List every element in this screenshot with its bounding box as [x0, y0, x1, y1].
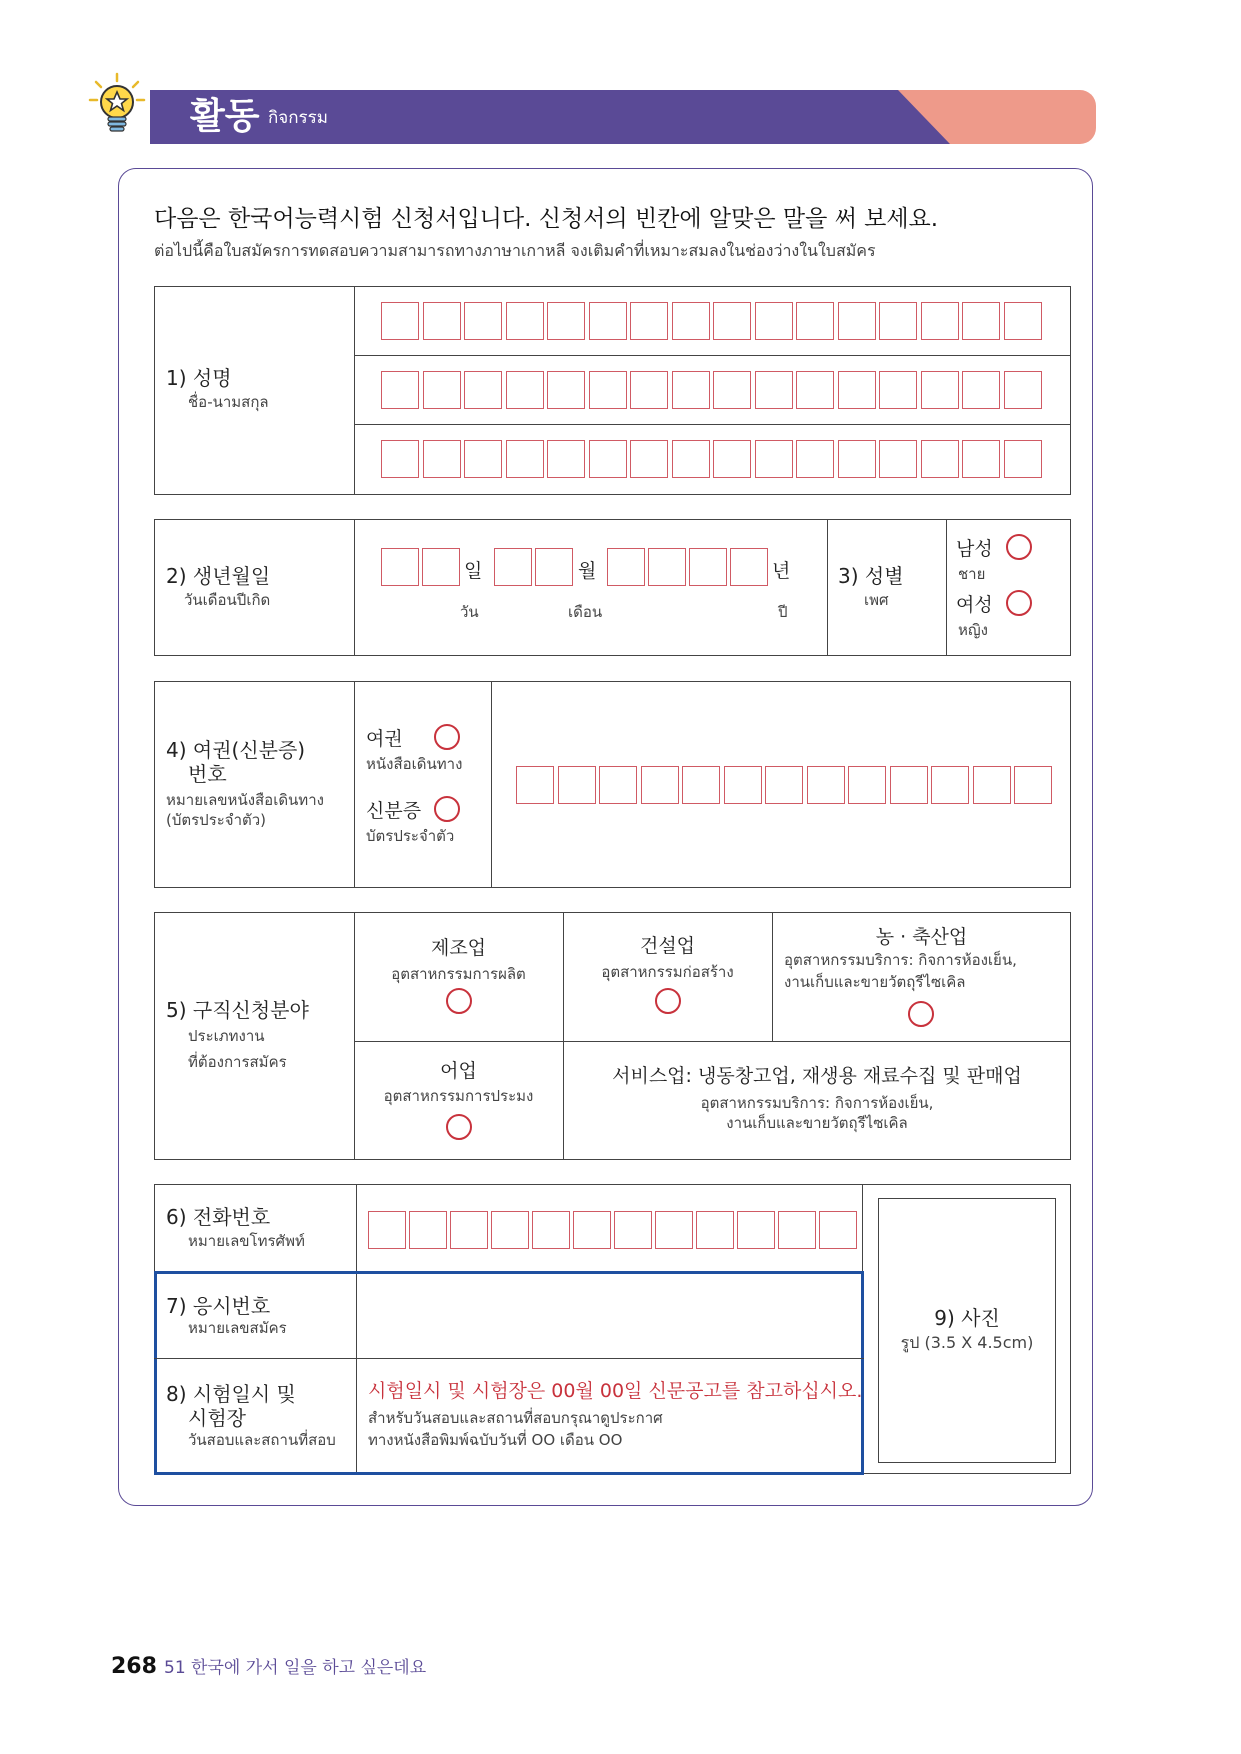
name-char-box[interactable] [962, 440, 1000, 478]
female-label: 여성 [956, 594, 993, 616]
passport-char-box[interactable] [848, 766, 886, 804]
name-char-box[interactable] [921, 440, 959, 478]
name-char-box[interactable] [921, 371, 959, 409]
manufacturing-label: 제조업 [430, 937, 487, 959]
name-char-box[interactable] [879, 302, 917, 340]
name-char-box[interactable] [464, 302, 502, 340]
day-digit-box[interactable] [422, 548, 460, 586]
name-char-box[interactable] [423, 302, 461, 340]
name-char-box[interactable] [672, 440, 710, 478]
job-field-label-th-2: ที่ต้องการสมัคร [188, 1053, 287, 1071]
exam-place-label: 8) 시험일시 및 [166, 1382, 296, 1406]
passport-option: 여권 [366, 728, 403, 750]
passport-char-box[interactable] [516, 766, 554, 804]
year-digit-box[interactable] [730, 548, 768, 586]
gender-label: 3) 성별 [838, 564, 904, 588]
name-char-box[interactable] [755, 302, 793, 340]
fishery-radio[interactable] [446, 1114, 472, 1140]
name-char-box[interactable] [796, 302, 834, 340]
agriculture-label: 농 · 축산업 [875, 926, 968, 948]
year-digit-box[interactable] [689, 548, 727, 586]
name-char-box[interactable] [506, 440, 544, 478]
phone-digit-box[interactable] [409, 1211, 447, 1249]
name-char-box[interactable] [755, 440, 793, 478]
fishery-label-th: อุตสาหกรรมการประมง [383, 1087, 534, 1105]
passport-char-box[interactable] [973, 766, 1011, 804]
name-char-box[interactable] [838, 371, 876, 409]
name-char-box[interactable] [672, 302, 710, 340]
name-char-box[interactable] [547, 302, 585, 340]
name-char-box[interactable] [589, 302, 627, 340]
name-char-box[interactable] [796, 440, 834, 478]
page-number: 268 [111, 1654, 157, 1679]
phone-digit-box[interactable] [655, 1211, 693, 1249]
name-char-box[interactable] [1004, 440, 1042, 478]
day-label: 일 [464, 560, 483, 582]
name-char-box[interactable] [381, 302, 419, 340]
female-label-th: หญิง [958, 621, 988, 639]
name-char-box[interactable] [423, 371, 461, 409]
day-digit-box[interactable] [381, 548, 419, 586]
agriculture-radio[interactable] [908, 1001, 934, 1027]
day-label-th: วัน [460, 603, 479, 621]
passport-radio[interactable] [434, 724, 460, 750]
name-char-box[interactable] [547, 440, 585, 478]
exam-number-label-th: หมายเลขสมัคร [188, 1319, 287, 1337]
passport-char-box[interactable] [807, 766, 845, 804]
gender-label-th: เพศ [864, 591, 889, 609]
phone-digit-box[interactable] [819, 1211, 857, 1249]
name-char-box[interactable] [796, 371, 834, 409]
name-char-box[interactable] [713, 302, 751, 340]
header-subtitle: กิจกรรม [268, 108, 329, 128]
year-label-th: ปี [778, 603, 788, 621]
name-char-box[interactable] [921, 302, 959, 340]
passport-char-box[interactable] [765, 766, 803, 804]
phone-digit-box[interactable] [368, 1211, 406, 1249]
name-char-box[interactable] [423, 440, 461, 478]
month-digit-box[interactable] [494, 548, 532, 586]
name-char-box[interactable] [838, 440, 876, 478]
name-char-box[interactable] [962, 371, 1000, 409]
year-digit-box[interactable] [607, 548, 645, 586]
name-char-box[interactable] [713, 371, 751, 409]
name-char-box[interactable] [464, 371, 502, 409]
male-label-th: ชาย [958, 565, 986, 583]
job-field-label-th: ประเภทงาน [188, 1027, 265, 1045]
id-card-option: 신분증 [366, 800, 422, 822]
exam-number-label: 7) 응시번호 [166, 1294, 271, 1318]
phone-digit-box[interactable] [614, 1211, 652, 1249]
passport-char-box[interactable] [890, 766, 928, 804]
passport-label: 4) 여권(신분증) [166, 738, 306, 762]
passport-char-box[interactable] [931, 766, 969, 804]
name-char-box[interactable] [464, 440, 502, 478]
name-char-box[interactable] [630, 371, 668, 409]
construction-label-th: อุตสาหกรรมก่อสร้าง [601, 963, 734, 981]
phone-digit-box[interactable] [778, 1211, 816, 1249]
name-char-box[interactable] [962, 302, 1000, 340]
name-char-box[interactable] [838, 302, 876, 340]
passport-label-th-2: (บัตรประจำตัว) [166, 811, 267, 829]
name-char-box[interactable] [713, 440, 751, 478]
job-field-label: 5) 구직신청분야 [166, 998, 309, 1022]
year-label: 년 [772, 560, 791, 582]
name-char-box[interactable] [672, 371, 710, 409]
phone-label-th: หมายเลขโทรศัพท์ [188, 1232, 305, 1250]
exam-place-label-th: วันสอบและสถานที่สอบ [188, 1431, 336, 1449]
name-char-box[interactable] [1004, 371, 1042, 409]
photo-label-th: รูป (3.5 X 4.5cm) [900, 1333, 1034, 1352]
id-card-radio[interactable] [434, 796, 460, 822]
birth-label-th: วันเดือนปีเกิด [184, 591, 271, 609]
month-label: 월 [578, 560, 597, 582]
exam-number-input[interactable] [358, 1273, 860, 1357]
name-char-box[interactable] [879, 371, 917, 409]
exam-notice-th-2: ทางหนังสือพิมพ์ฉบับวันที่ OO เดือน OO [368, 1431, 623, 1449]
phone-digit-box[interactable] [696, 1211, 734, 1249]
instruction-ko: 다음은 한국어능력시험 신청서입니다. 신청서의 빈칸에 알맞은 말을 써 보세요. [154, 206, 939, 232]
name-char-box[interactable] [630, 302, 668, 340]
manufacturing-radio[interactable] [446, 988, 472, 1014]
female-radio[interactable] [1006, 590, 1032, 616]
month-label-th: เดือน [568, 603, 603, 621]
name-char-box[interactable] [506, 371, 544, 409]
passport-label-2: 번호 [188, 762, 227, 786]
agriculture-label-th: อุตสาหกรรมบริการ: กิจการห้องเย็น, [784, 951, 1017, 969]
year-digit-box[interactable] [648, 548, 686, 586]
birth-gender-table [154, 519, 1071, 656]
passport-char-box[interactable] [1014, 766, 1052, 804]
exam-notice-th: สำหรับวันสอบและสถานที่สอบกรุณาดูประกาศ [368, 1409, 663, 1427]
id-card-option-th: บัตรประจำตัว [366, 827, 455, 845]
header-title: 활동 [190, 96, 260, 137]
exam-place-label-2: 시험장 [188, 1406, 246, 1430]
name-char-box[interactable] [755, 371, 793, 409]
exam-notice: 시험일시 및 시험장은 00월 00일 신문공고를 참고하십시오. [368, 1380, 863, 1402]
phone-digit-box[interactable] [491, 1211, 529, 1249]
service-label-th: อุตสาหกรรมบริการ: กิจการห้องเย็น, [700, 1094, 934, 1112]
passport-char-box[interactable] [682, 766, 720, 804]
fishery-label: 어업 [440, 1060, 477, 1082]
male-label: 남성 [956, 538, 993, 560]
construction-radio[interactable] [655, 988, 681, 1014]
phone-digit-box[interactable] [450, 1211, 488, 1249]
construction-label: 건설업 [639, 935, 696, 957]
phone-digit-box[interactable] [573, 1211, 611, 1249]
passport-char-box[interactable] [558, 766, 596, 804]
service-label-th-2: งานเก็บและขายวัตถุรีไซเคิล [726, 1114, 908, 1132]
lightbulb-star-icon [88, 72, 148, 134]
passport-char-box[interactable] [724, 766, 762, 804]
name-label-th: ชื่อ-นามสกุล [188, 393, 269, 411]
passport-label-th: หมายเลขหนังสือเดินทาง [166, 791, 324, 809]
manufacturing-label-th: อุตสาหกรรมการผลิต [391, 965, 526, 983]
instruction-th: ต่อไปนี้คือใบสมัครการทดสอบความสามารถทางภาษาเกาหลี จงเติมคำที่เหมาะสมลงในช่องว่างในใบสมัคร [154, 241, 876, 260]
name-char-box[interactable] [589, 440, 627, 478]
name-char-box[interactable] [547, 371, 585, 409]
passport-char-box[interactable] [641, 766, 679, 804]
name-char-box[interactable] [630, 440, 668, 478]
passport-option-th: หนังสือเดินทาง [366, 755, 463, 773]
name-char-box[interactable] [381, 440, 419, 478]
name-char-box[interactable] [381, 371, 419, 409]
photo-label: 9) 사진 [934, 1306, 1000, 1330]
phone-digit-box[interactable] [737, 1211, 775, 1249]
passport-char-box[interactable] [599, 766, 637, 804]
name-char-box[interactable] [879, 440, 917, 478]
name-char-box[interactable] [589, 371, 627, 409]
phone-label: 6) 전화번호 [166, 1205, 271, 1229]
month-digit-box[interactable] [535, 548, 573, 586]
name-char-box[interactable] [506, 302, 544, 340]
service-label: 서비스업: 냉동창고업, 재생용 재료수집 및 판매업 [612, 1065, 1022, 1087]
phone-digit-box[interactable] [532, 1211, 570, 1249]
chapter-title: 51 한국에 가서 일을 하고 싶은데요 [164, 1658, 427, 1678]
birth-label: 2) 생년월일 [166, 564, 271, 588]
agriculture-label-th-2: งานเก็บและขายวัตถุรีไซเคิล [784, 973, 966, 991]
name-label: 1) 성명 [166, 366, 232, 390]
male-radio[interactable] [1006, 534, 1032, 560]
name-char-box[interactable] [1004, 302, 1042, 340]
